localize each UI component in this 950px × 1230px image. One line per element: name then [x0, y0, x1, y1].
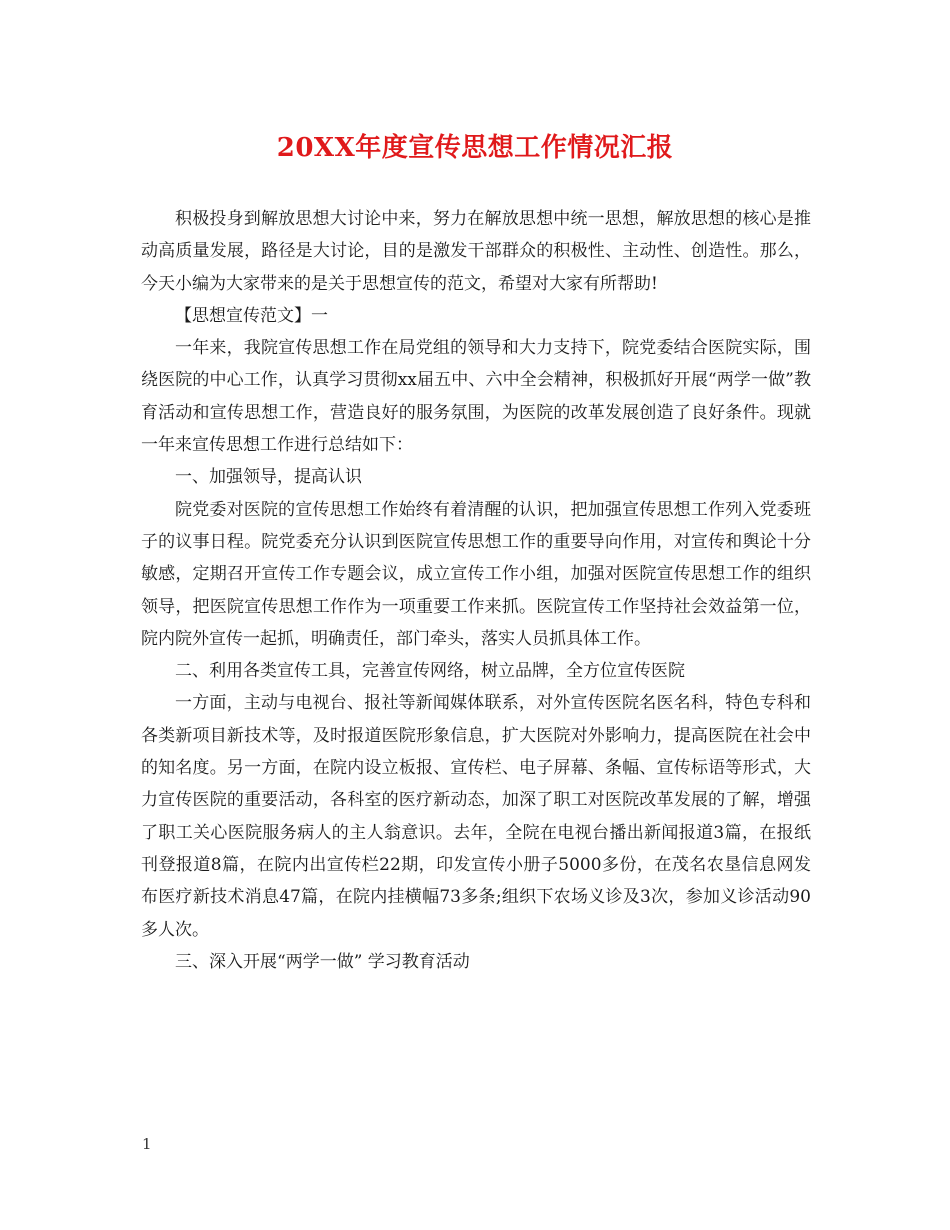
body-paragraph: 一方面，主动与电视台、报社等新闻媒体联系，对外宣传医院名医名科，特色专科和各类新项目新技术等，及时报道医院形象信息，扩大医院对外影响力，提高医院在社会中的知名度。另一方面，在院内设立板报、宣传栏、电子屏幕、条幅、宣传标语等形式，大力宣传医院的重要活动，各科室的医疗新动态，加深了职工对医院改革发展的了解，增强了职工关心医院服务病人的主人翁意识。去年，全院在电视台播出新闻报道3篇，在报纸刊登报道8篇，在院内出宣传栏22期，印发宣传小册子5000多份，在茂名农垦信息网发布医疗新技术消息47篇，在院内挂横幅73多条;组织下农场义诊及3次，参加义诊活动90多人次。 — [141, 693, 811, 940]
document-title: 20XX年度宣传思想工作情况汇报 — [276, 133, 674, 163]
intro-paragraph: 积极投身到解放思想大讨论中来，努力在解放思想中统一思想，解放思想的核心是推动高质量发展，路径是大讨论，目的是激发干部群众的积极性、主动性、创造性。那么，今天小编为大家带来的是关于思想宣传的范文，希望对大家有所帮助! — [141, 209, 811, 294]
section-heading: 三、深入开展“两学一做” 学习教育活动 — [175, 951, 470, 972]
body-paragraph: 一年来，我院宣传思想工作在局党组的领导和大力支持下，院党委结合医院实际，围绕医院的中心工作，认真学习贯彻xx届五中、六中全会精神，积极抓好开展“两学一做”教育活动和宣传思想工作，营造良好的服务氛围，为医院的改革发展创造了良好条件。现就一年来宣传思想工作进行总结如下： — [141, 338, 811, 456]
document-body — [141, 203, 811, 978]
section-heading: 一、加强领导，提高认识 — [175, 467, 362, 488]
body-paragraph: 院党委对医院的宣传思想工作始终有着清醒的认识，把加强宣传思想工作列入党委班子的议事日程。院党委充分认识到医院宣传思想工作的重要导向作用，对宣传和舆论十分敏感，定期召开宣传工作专题会议，成立宣传工作小组，加强对医院宣传思想工作的组织领导，把医院宣传思想工作作为一项重要工作来抓。医院宣传工作坚持社会效益第一位，院内院外宣传一起抓，明确责任，部门牵头，落实人员抓具体工作。 — [141, 499, 811, 649]
section-heading: 二、利用各类宣传工具，完善宣传网络，树立品牌，全方位宣传医院 — [175, 661, 685, 682]
page-number: 1 — [142, 1135, 152, 1153]
section-label: 【思想宣传范文】一 — [175, 305, 328, 326]
